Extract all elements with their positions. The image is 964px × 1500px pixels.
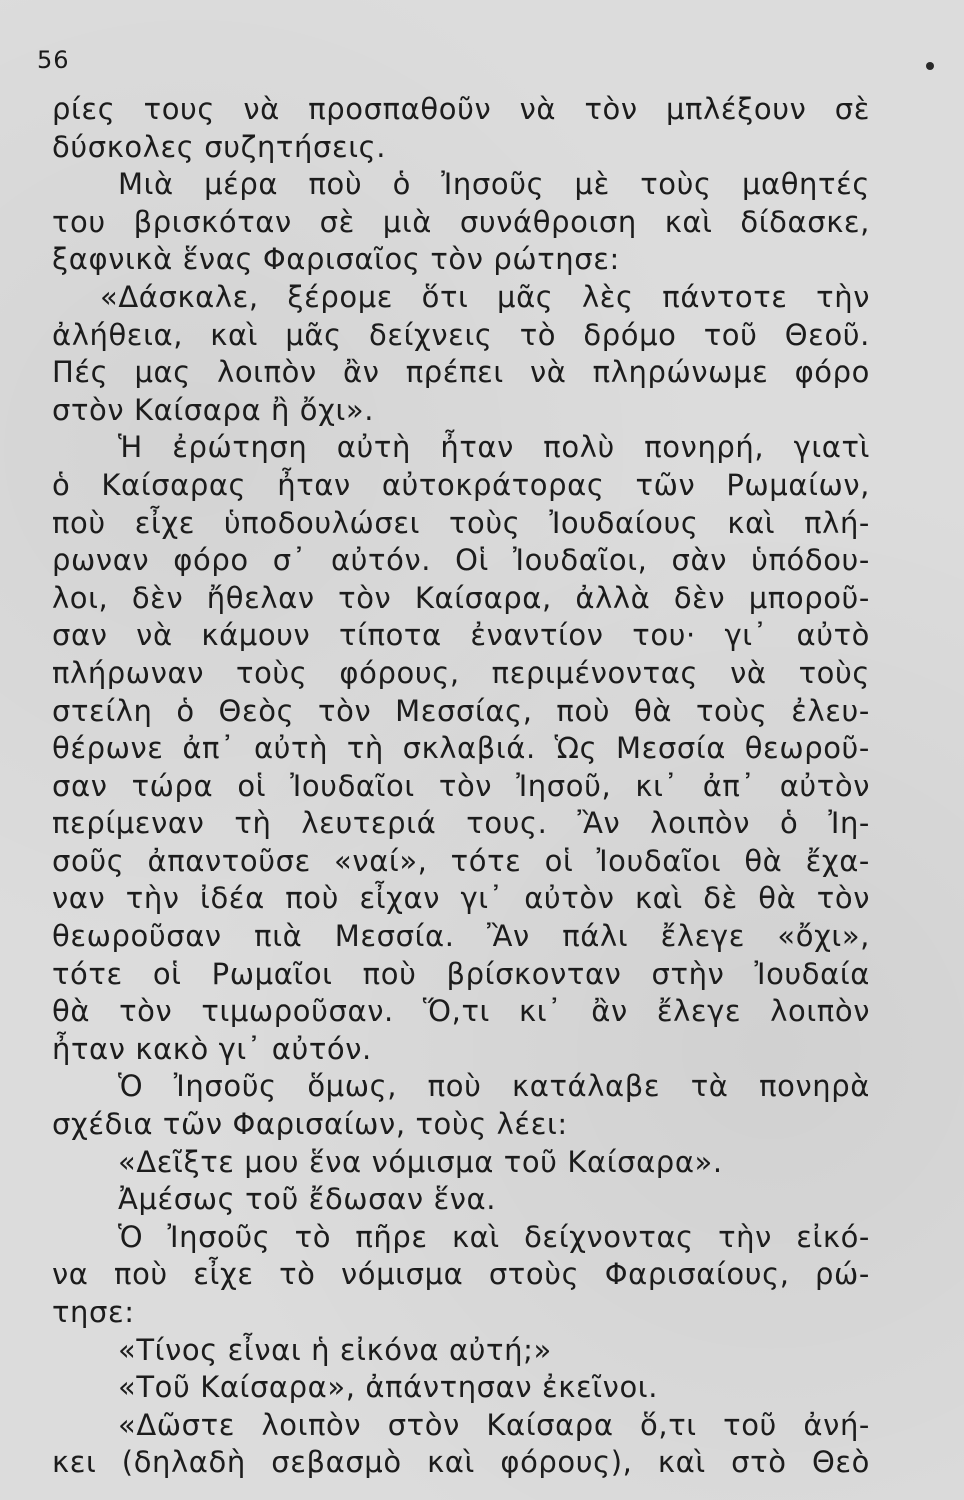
body-text	[52, 91, 870, 1482]
text-line: δύσκολες συζητήσεις.	[52, 129, 387, 164]
text-line: σχέδια τῶν Φαρισαίων, τοὺς λέει:	[52, 1107, 568, 1142]
text-line: ὁ Καίσαρας ἦταν αὐτοκράτορας τῶν Ρωμαίων,	[52, 467, 870, 502]
text-line: ρίες τους νὰ προσπαθοῦν νὰ τὸν μπλέξουν σὲ	[52, 92, 870, 126]
text-line: «Δῶστε λοιπὸν στὸν Καίσαρα ὅ,τι τοῦ ἀνή-	[118, 1407, 870, 1442]
text-line: θὰ τὸν τιμωροῦσαν. Ὅ,τι κι᾽ ἂν ἔλεγε λοιπὸν	[52, 994, 870, 1029]
text-line: ἦταν κακὸ γι᾽ αὐτόν.	[52, 1031, 372, 1066]
text-line: να ποὺ εἶχε τὸ νόμισμα στοὺς Φαρισαίους, ρώ-	[52, 1257, 870, 1292]
page-number: 56	[37, 46, 70, 74]
text-line: «Δάσκαλε, ξέρομε ὅτι μᾶς λὲς πάντοτε τὴν	[100, 279, 870, 314]
text-line: «Τοῦ Καίσαρα», ἀπάντησαν ἐκεῖνοι.	[118, 1370, 659, 1405]
text-line: κει (δηλαδὴ σεβασμὸ καὶ φόρους), καὶ στὸ Θεὸ	[52, 1445, 870, 1480]
text-line: ξαφνικὰ ἕνας Φαρισαῖος τὸν ρώτησε:	[52, 242, 620, 277]
text-line: λοι, δὲν ἤθελαν τὸν Καίσαρα, ἀλλὰ δὲν μποροῦ-	[52, 580, 870, 615]
text-line: τησε:	[52, 1295, 135, 1329]
text-line: «Τίνος εἶναι ἡ εἰκόνα αὐτή;»	[118, 1332, 552, 1367]
text-line: ἀλήθεια, καὶ μᾶς δείχνεις τὸ δρόμο τοῦ Θεοῦ.	[52, 317, 870, 352]
text-line: Ἀμέσως τοῦ ἔδωσαν ἕνα.	[118, 1182, 497, 1217]
text-line: Πές μας λοιπὸν ἂν πρέπει νὰ πληρώνωμε φόρο	[52, 355, 870, 390]
text-line: ρωναν φόρο σ᾽ αὐτόν. Οἱ Ἰουδαῖοι, σὰν ὑπόδου-	[52, 543, 870, 578]
text-line: ναν τὴν ἰδέα ποὺ εἶχαν γι᾽ αὐτὸν καὶ δὲ θὰ τὸν	[52, 881, 870, 916]
text-line: Ὁ Ἰησοῦς τὸ πῆρε καὶ δείχνοντας τὴν εἰκό-	[118, 1219, 870, 1254]
text-line: σαν τώρα οἱ Ἰουδαῖοι τὸν Ἰησοῦ, κι᾽ ἀπ᾽ αὐτὸν	[52, 768, 870, 803]
text-line: Ἡ ἐρώτηση αὐτὴ ἦταν πολὺ πονηρή, γιατὶ	[118, 430, 870, 465]
text-line: στείλη ὁ Θεὸς τὸν Μεσσίας, ποὺ θὰ τοὺς ἐλευ-	[52, 693, 870, 728]
ink-speck	[926, 62, 934, 70]
text-line: του βρισκόταν σὲ μιὰ συνάθροιση καὶ δίδασκε,	[52, 204, 870, 239]
text-line: περίμεναν τὴ λευτεριά τους. Ἂν λοιπὸν ὁ Ἰη-	[52, 806, 870, 841]
text-line: Μιὰ μέρα ποὺ ὁ Ἰησοῦς μὲ τοὺς μαθητές	[118, 167, 870, 202]
text-line: σαν νὰ κάμουν τίποτα ἐναντίον του· γι᾽ αὐτὸ	[52, 618, 870, 653]
text-line: ποὺ εἶχε ὑποδουλώσει τοὺς Ἰουδαίους καὶ πλή-	[52, 505, 870, 540]
text-line: τότε οἱ Ρωμαῖοι ποὺ βρίσκονταν στὴν Ἰουδαία	[52, 956, 870, 991]
text-line: θεωροῦσαν πιὰ Μεσσία. Ἂν πάλι ἔλεγε «ὄχι»,	[52, 919, 870, 954]
text-line: Ὁ Ἰησοῦς ὅμως, ποὺ κατάλαβε τὰ πονηρὰ	[118, 1069, 870, 1104]
text-line: στὸν Καίσαρα ἢ ὄχι».	[52, 392, 375, 427]
text-line: πλήρωναν τοὺς φόρους, περιμένοντας νὰ τοὺς	[52, 655, 870, 690]
text-line: θέρωνε ἀπ᾽ αὐτὴ τὴ σκλαβιά. Ὡς Μεσσία θεωροῦ-	[52, 731, 870, 766]
text-line: σοῦς ἀπαντοῦσε «ναί», τότε οἱ Ἰουδαῖοι θὰ ἔχα-	[52, 843, 870, 878]
text-line: «Δεῖξτε μου ἕνα νόμισμα τοῦ Καίσαρα».	[118, 1144, 723, 1179]
